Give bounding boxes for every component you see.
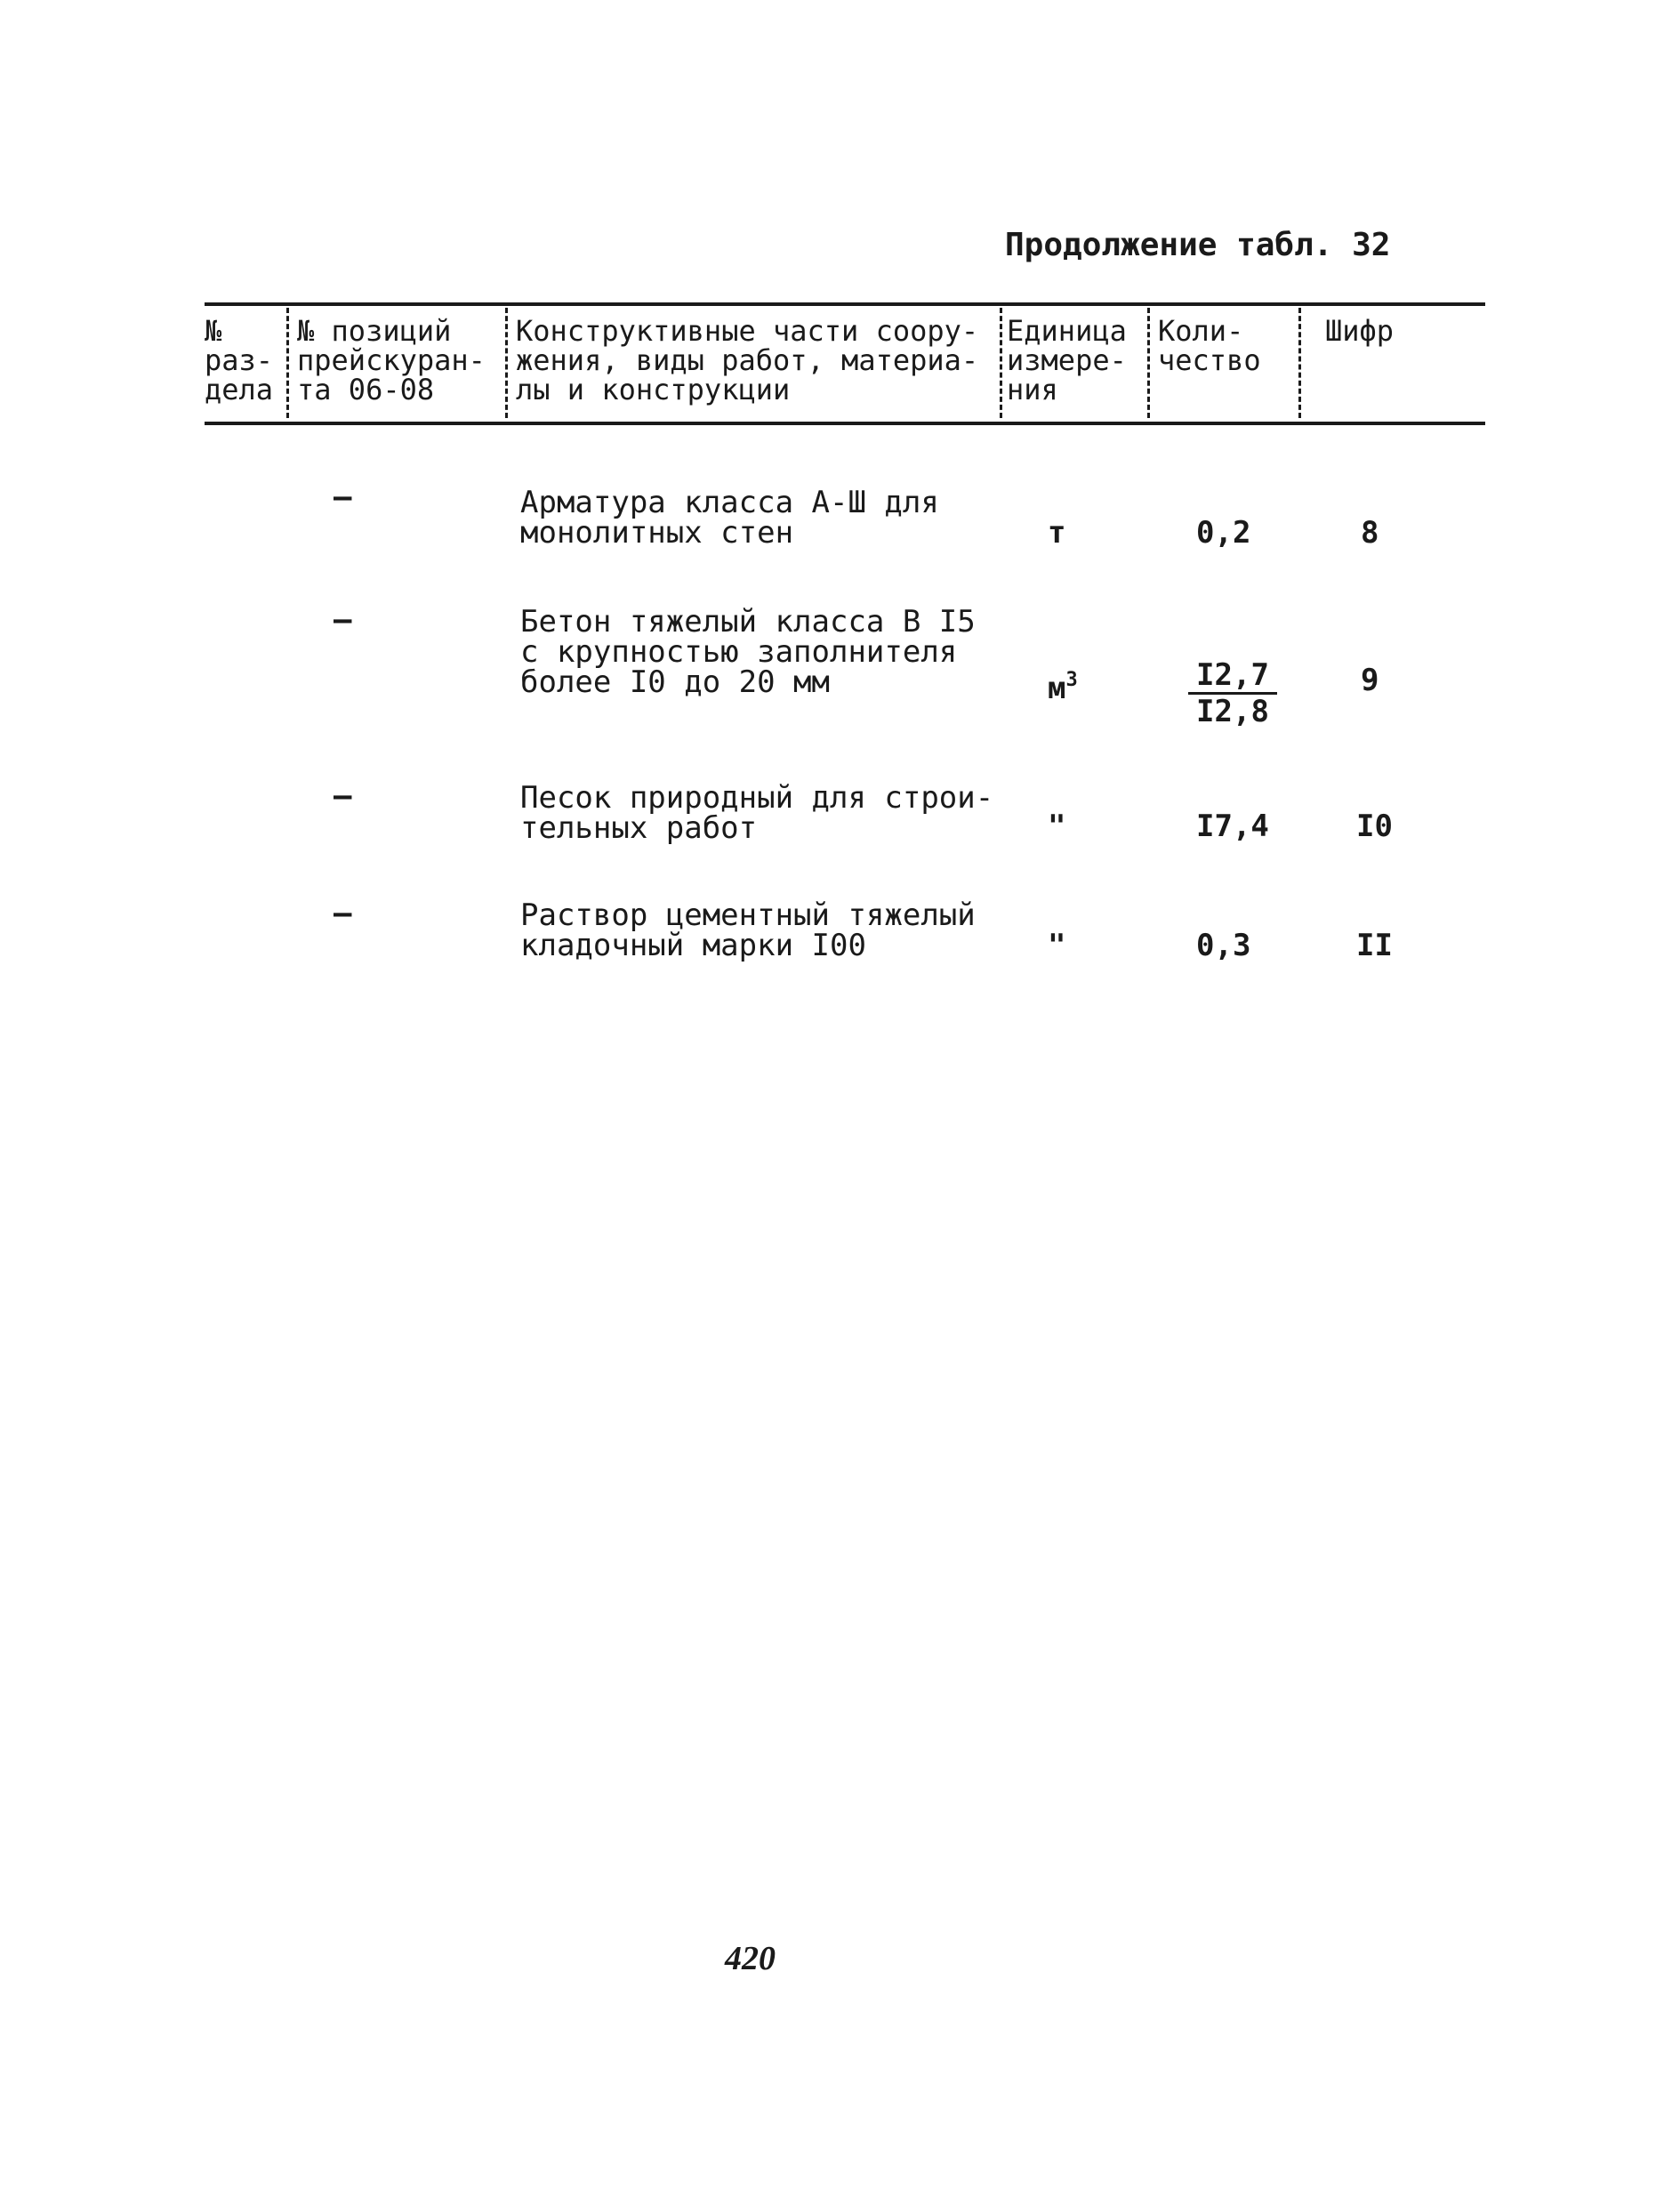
header-section-number: № раз- дела <box>205 314 274 406</box>
table-row-unit: " <box>1048 809 1066 844</box>
header-structural-parts: Конструктивные части соору- жения, виды работ, материа- лы и конструкции <box>516 314 979 406</box>
table-row-quantity: I7,4 <box>1196 809 1269 844</box>
table-caption: Продолжение табл. 32 <box>1005 227 1391 263</box>
table-row-code: II <box>1356 928 1393 963</box>
column-divider <box>1000 308 1002 418</box>
table-row-position: – <box>334 602 352 638</box>
table-row-position: – <box>334 896 352 931</box>
table-row-description: Арматура класса А-Ш для монолитных стен <box>520 485 939 551</box>
table-top-rule <box>205 302 1485 306</box>
table-header-bottom-rule <box>205 422 1485 425</box>
table-row-position: – <box>334 479 352 515</box>
page-number: 420 <box>725 1940 776 1977</box>
table-row-description: Раствор цементный тяжелый кладочный марки I00 <box>520 897 976 963</box>
table-row-quantity: 0,3 <box>1196 928 1251 963</box>
header-code: Шифр <box>1325 314 1395 348</box>
table-row-quantity: 0,2 <box>1196 515 1251 551</box>
table-row-description: Бетон тяжелый класса В I5 с крупностью заполнителя более I0 до 20 мм <box>520 604 976 700</box>
unit-text: м <box>1048 671 1066 706</box>
table-row-description: Песок природный для строи- тельных работ <box>520 780 994 846</box>
header-unit-of-measure: Единица измере- ния <box>1007 314 1127 406</box>
table-row-unit: т <box>1048 515 1066 551</box>
quantity-denominator: I2,8 <box>1196 694 1269 729</box>
table-row-unit <box>1048 665 1078 704</box>
table-row-code: 9 <box>1361 663 1379 698</box>
table-row-code: 8 <box>1361 515 1379 551</box>
unit-superscript: 3 <box>1065 669 1078 691</box>
table-row-position: – <box>334 778 352 814</box>
column-divider <box>286 308 289 418</box>
quantity-fraction <box>1188 657 1277 729</box>
column-divider <box>1147 308 1150 418</box>
table-row-unit: " <box>1048 928 1066 963</box>
table-row-code: I0 <box>1356 809 1393 844</box>
column-divider <box>1298 308 1301 418</box>
header-price-list-positions: № позиций прейскуран- та 06-08 <box>297 314 486 406</box>
column-divider <box>505 308 508 418</box>
quantity-numerator: I2,7 <box>1188 660 1277 695</box>
header-quantity: Коли- чество <box>1158 314 1261 377</box>
